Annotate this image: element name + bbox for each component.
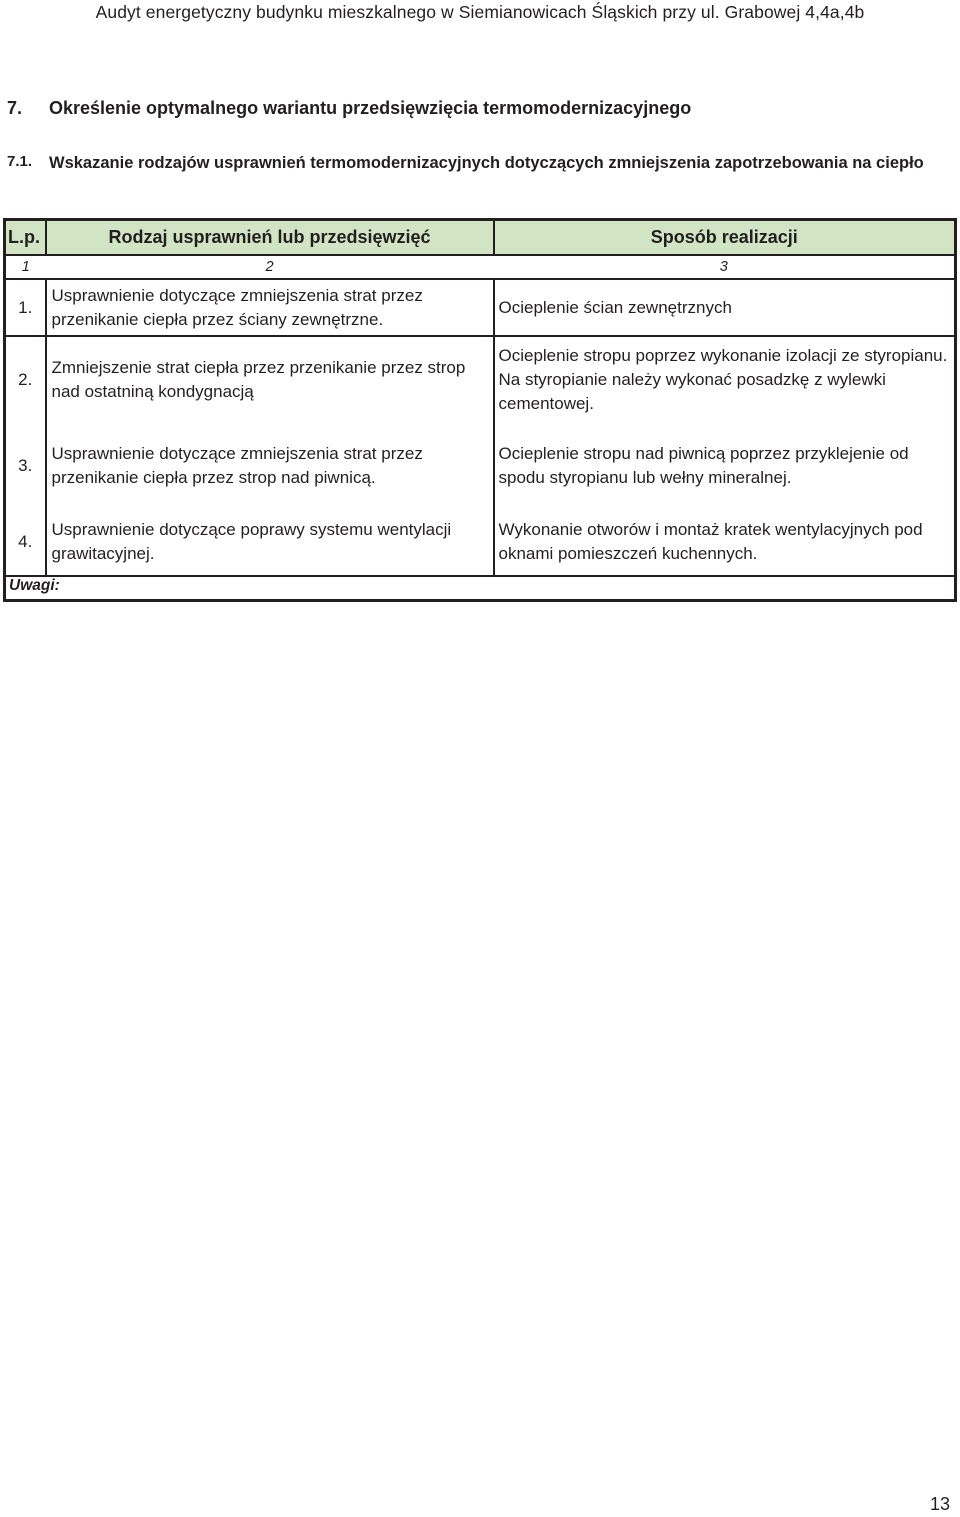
row-lp: 2. xyxy=(18,370,33,389)
row-method: Ocieplenie ścian zewnętrznych xyxy=(494,279,956,336)
row-lp: 1. xyxy=(5,279,46,336)
header-lp: L.p. xyxy=(5,220,46,256)
measures-table xyxy=(3,218,957,602)
row-lp: 4. xyxy=(18,532,33,551)
row-kind: Usprawnienie dotyczące poprawy systemu wentylacji grawitacyjnej. xyxy=(46,509,494,576)
row-kind: Usprawnienie dotyczące zmniejszenia strat przez przenikanie ciepła przez ściany zewnętrzne. xyxy=(46,279,494,336)
header-kind: Rodzaj usprawnień lub przedsięwzięć xyxy=(46,220,494,256)
subsection-number: 7.1. xyxy=(7,153,33,170)
row-kind: Usprawnienie dotyczące zmniejszenia strat przez przenikanie ciepła przez strop nad piwnicą. xyxy=(46,423,494,509)
table-header-row xyxy=(5,220,956,256)
row-lp: 3. xyxy=(18,456,33,475)
column-number: 3 xyxy=(494,255,956,279)
table-row xyxy=(5,336,956,423)
column-number-row xyxy=(5,255,956,279)
notes-row xyxy=(5,576,956,601)
table-row xyxy=(5,423,956,509)
section-number: 7. xyxy=(7,98,23,118)
notes-label: Uwagi: xyxy=(5,576,956,601)
table-row xyxy=(5,509,956,576)
section-title: Określenie optymalnego wariantu przedsięwzięcia termomodernizacyjnego xyxy=(49,98,692,118)
column-number: 2 xyxy=(46,255,494,279)
row-kind: Zmniejszenie strat ciepła przez przenikanie przez strop nad ostatniną kondygnacją xyxy=(46,336,494,423)
row-method: Ocieplenie stropu poprzez wykonanie izolacji ze styropianu. Na styropianie należy wykonać posadzkę z wylewki cementowej. xyxy=(494,336,956,423)
table-row xyxy=(5,279,956,336)
page-number: 13 xyxy=(929,1494,950,1514)
running-header: Audyt energetyczny budynku mieszkalnego w Siemianowicach Śląskich przy ul. Grabowej 4,4a,4b xyxy=(95,2,865,22)
subsection-title: Wskazanie rodzajów usprawnień termomodernizacyjnych dotyczących zmniejszenia zapotrzebowania na ciepło xyxy=(49,154,924,172)
row-method: Wykonanie otworów i montaż kratek wentylacyjnych pod oknami pomieszczeń kuchennych. xyxy=(494,509,956,576)
column-number: 1 xyxy=(5,255,46,279)
header-method: Sposób realizacji xyxy=(494,220,956,256)
row-method: Ocieplenie stropu nad piwnicą poprzez przyklejenie od spodu styropianu lub wełny mineralnej. xyxy=(494,423,956,509)
